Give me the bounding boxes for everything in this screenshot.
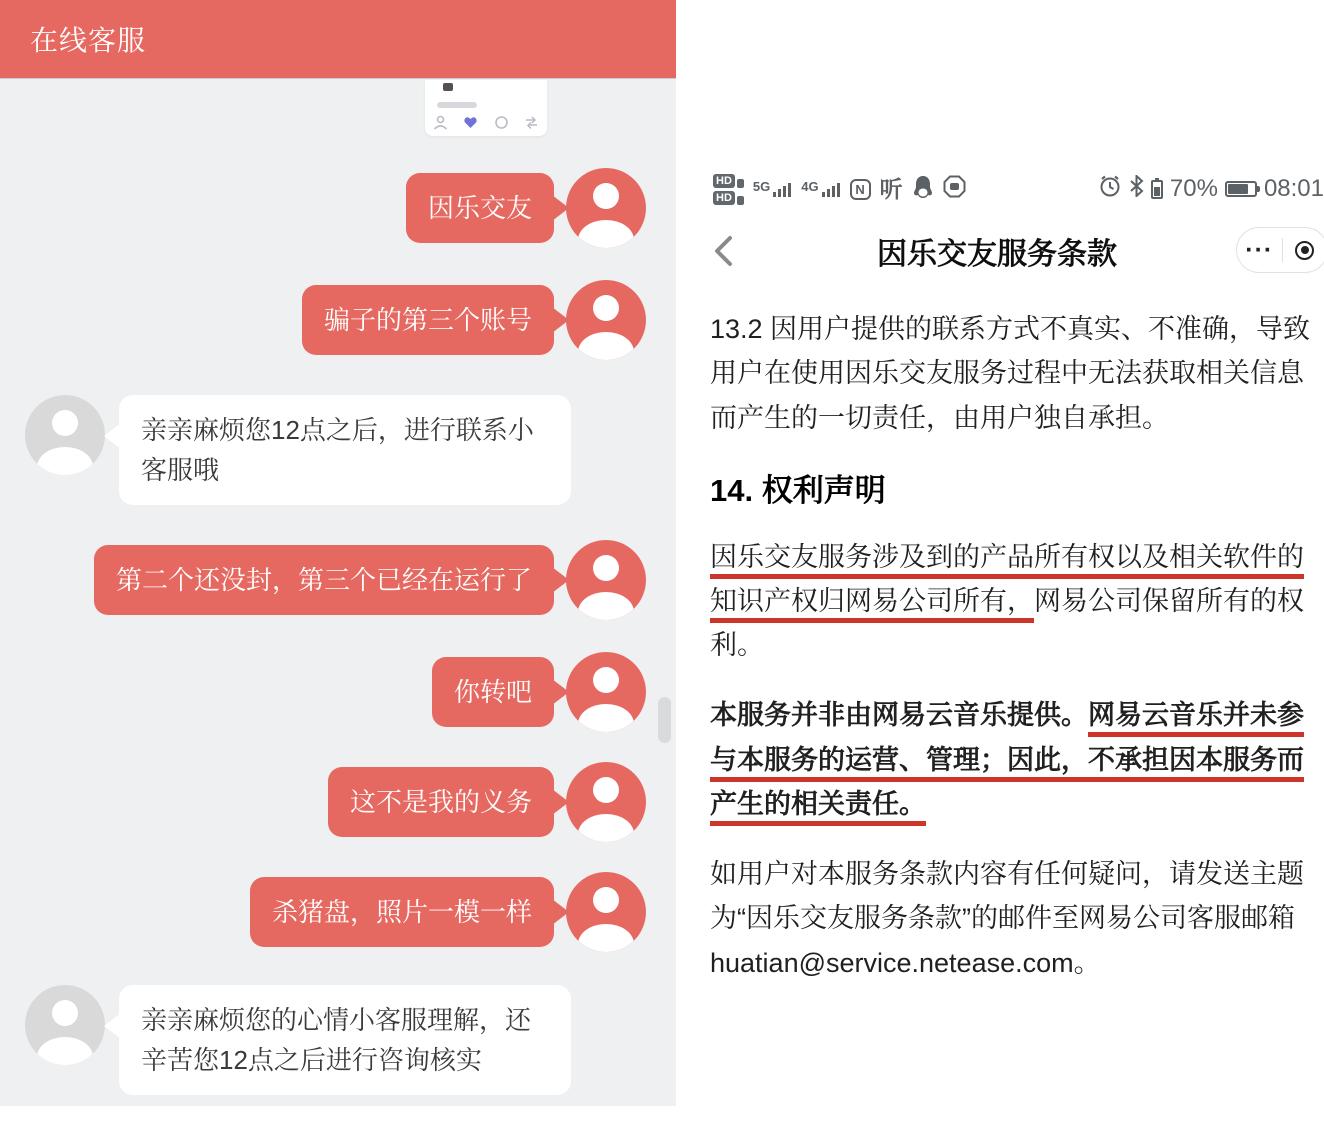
person-icon: [52, 1000, 78, 1026]
chat-row: [0, 872, 676, 952]
message-text: 亲亲麻烦您的心情小客服理解，还辛苦您12点之后进行咨询核实: [141, 1005, 532, 1075]
chat-row: [0, 395, 676, 505]
message-text: 骗子的第三个账号: [323, 305, 532, 335]
terms-nav-bar: [700, 219, 1324, 283]
user-avatar: [566, 762, 646, 842]
chat-page-title: 在线客服: [30, 25, 147, 56]
chat-row: [0, 280, 676, 360]
share-icon[interactable]: [524, 115, 539, 130]
person-icon: [593, 183, 619, 209]
user-avatar: [566, 872, 646, 952]
hd-volte-icons: [713, 174, 744, 205]
signal-5g-icon: 5G: [753, 180, 792, 198]
shared-music-card[interactable]: [425, 80, 547, 136]
signal-4g-icon: 4G: [801, 180, 840, 198]
person-icon: [593, 777, 619, 803]
message-text: 你转吧: [453, 677, 532, 707]
more-options-button[interactable]: ···: [1245, 236, 1274, 264]
heart-icon[interactable]: [463, 115, 478, 130]
user-avatar: [566, 652, 646, 732]
comment-icon[interactable]: [494, 115, 509, 130]
section-14-heading: 14. 权利声明: [710, 472, 886, 508]
person-icon: [593, 667, 619, 693]
back-button[interactable]: [710, 231, 750, 271]
terms-page-title: 因乐交友服务条款: [877, 238, 1117, 271]
listening-mode-icon: 听: [879, 175, 903, 202]
sim1-icon: [737, 179, 744, 188]
status-bar: [700, 165, 1324, 213]
chat-row: [0, 985, 676, 1095]
chat-scrollbar-thumb[interactable]: [658, 697, 671, 743]
battery-percent-label: 70%: [1169, 175, 1218, 202]
hd-badge-sim2: HD: [713, 191, 735, 205]
left-screenshot-margin: [0, 1106, 676, 1124]
nfc-icon: N: [850, 179, 871, 200]
message-bubble: [432, 657, 554, 727]
message-bubble: [94, 545, 554, 615]
message-bubble: [302, 285, 554, 355]
person-icon: [593, 295, 619, 321]
chat-message-area: [0, 78, 676, 1106]
message-bubble: [406, 173, 554, 243]
card-logo-icon: [443, 83, 453, 91]
user-avatar: [566, 280, 646, 360]
chat-row: [0, 652, 676, 732]
message-text: 因乐交友: [427, 193, 532, 223]
chat-row: [0, 762, 676, 842]
chat-header: [0, 0, 676, 78]
red-underlined-text: 网易云音乐并未参与本服务的运营、管理；因此，不承担因本服务而产生的相关责任。: [710, 700, 1304, 826]
support-email: huatian@service.netease.com: [710, 947, 1074, 978]
status-time: 08:01: [1263, 175, 1324, 202]
terms-screenshot: [700, 165, 1324, 1011]
battery-icon: [1225, 181, 1257, 197]
rights-paragraph: 因乐交友服务涉及到的产品所有权以及相关软件的知识产权归网易公司所有，网易公司保留所有的权利。: [710, 541, 1304, 661]
bluetooth-icon: [1129, 175, 1144, 204]
user-avatar: [566, 168, 646, 248]
red-underlined-text: 因乐交友服务涉及到的产品所有权以及相关软件的知识产权归网易公司所有，: [710, 542, 1304, 623]
chat-row: [0, 540, 676, 620]
message-bubble: [328, 767, 554, 837]
message-bubble: [250, 877, 554, 947]
alarm-icon: [1098, 174, 1122, 205]
agent-avatar: [25, 985, 105, 1065]
message-bubble: [119, 985, 571, 1095]
bt-device-battery-icon: [1151, 180, 1163, 199]
message-text: 这不是我的义务: [349, 787, 532, 817]
clause-13-2: 13.2 因用户提供的联系方式不真实、不准确，导致用户在使用因乐交友服务过程中无法获取相关信息而产生的一切责任，由用户独自承担。: [710, 314, 1311, 433]
message-text: 第二个还没封，第三个已经在运行了: [116, 565, 533, 595]
disclaimer-paragraph: 本服务并非由网易云音乐提供。网易云音乐并未参与本服务的运营、管理；因此，不承担因本服务而产生的相关责任。: [710, 693, 1316, 826]
card-caption-placeholder: [437, 102, 477, 108]
profile-icon[interactable]: [433, 115, 448, 130]
person-icon: [52, 410, 78, 436]
do-not-disturb-icon: [943, 175, 966, 203]
person-icon: [593, 555, 619, 581]
capsule-home-button[interactable]: [1283, 241, 1324, 260]
message-text: 亲亲麻烦您12点之后，进行联系小客服哦: [141, 415, 534, 485]
terms-body: [700, 283, 1324, 985]
qq-notification-icon: [912, 175, 934, 204]
sim2-icon: [737, 196, 744, 205]
contact-paragraph: 如用户对本服务条款内容有任何疑问，请发送主题为“因乐交友服务条款”的邮件至网易公司客服邮箱huatian@service.netease.com。: [710, 859, 1304, 978]
agent-avatar: [25, 395, 105, 475]
user-avatar: [566, 540, 646, 620]
hd-badge-sim1: HD: [713, 174, 735, 188]
chat-row: [0, 168, 676, 248]
miniprogram-capsule: [1236, 227, 1324, 273]
home-target-icon: [1295, 241, 1314, 260]
message-text: 杀猪盘，照片一模一样: [271, 897, 532, 927]
person-icon: [593, 887, 619, 913]
message-bubble: [119, 395, 571, 505]
